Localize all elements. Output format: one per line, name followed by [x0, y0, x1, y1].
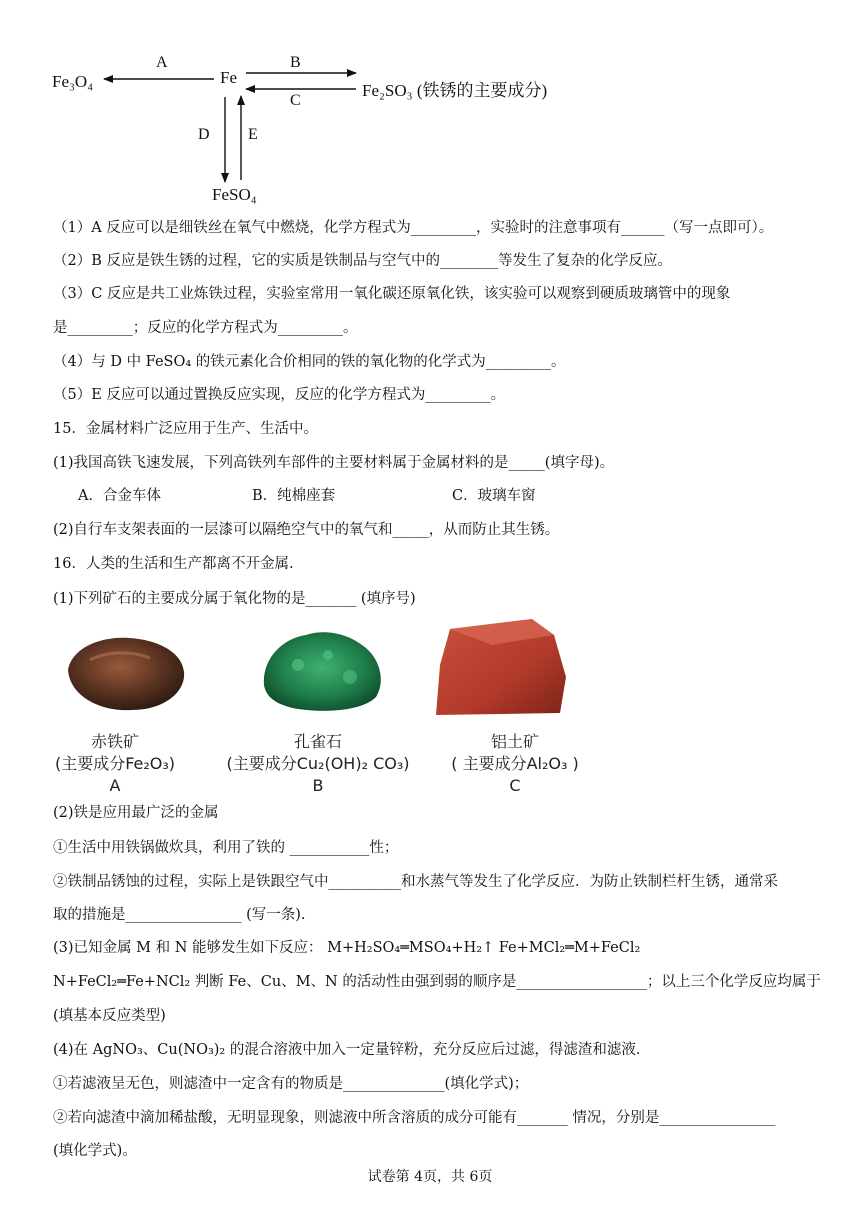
q16-part1: (1)下列矿石的主要成分属于氧化物的是_______ (填序号): [53, 591, 416, 607]
q16-part2-b-line2: 取的措施是________________ (写一条).: [53, 907, 306, 923]
mineral-c-caption: [440, 731, 590, 797]
q14-part1: （1）A 反应可以是细铁丝在氧气中燃烧，化学方程式为_________，实验时的注意事项有______（写一点即可）。: [53, 220, 774, 236]
malachite-image: [258, 625, 388, 715]
q16-part4-b-line2: (填化学式)。: [53, 1143, 137, 1159]
q16-part4-b-line1: ②若向滤渣中滴加稀盐酸，无明显现象，则滤液中所含溶质的成分可能有_______ 情况，分别是________________: [53, 1110, 776, 1126]
mineral-b-formula: (主要成分Cu₂(OH)₂ CO₃): [226, 754, 410, 773]
hematite-image: [60, 630, 190, 715]
mineral-b-letter: B: [312, 776, 324, 795]
reaction-arrows: [0, 0, 860, 210]
mineral-a-name: 赤铁矿: [90, 732, 139, 751]
q16-part2-a: ①生活中用铁锅做炊具，利用了铁的 ___________性；: [53, 840, 399, 856]
q16-part2-title: (2)铁是应用最广泛的金属: [53, 805, 219, 821]
arrow-label-d: D: [198, 126, 210, 143]
q15-option-b: B．纯棉座套: [252, 488, 336, 504]
q16-part4: (4)在 AgNO₃、Cu(NO₃)₂ 的混合溶液中加入一定量锌粉，充分反应后过滤，得滤渣和滤液．: [53, 1042, 651, 1058]
mineral-b-caption: [222, 731, 414, 797]
q14-part2: （2）B 反应是铁生锈的过程，它的实质是铁制品与空气中的________等发生了复杂的化学反应。: [53, 253, 672, 269]
arrow-label-e: E: [248, 126, 258, 143]
q14-part4: （4）与 D 中 FeSO₄ 的铁元素化合价相同的铁的氧化物的化学式为_________。: [53, 354, 566, 370]
q14-part5: （5）E 反应可以通过置换反应实现，反应的化学方程式为_________。: [53, 387, 506, 403]
arrow-label-c: C: [290, 92, 301, 109]
label-fe3o4: Fe₃O₄: [52, 72, 94, 91]
label-fe2so3: Fe₂SO₃ (铁锈的主要成分): [362, 81, 548, 100]
label-feso4: FeSO₄: [212, 185, 257, 204]
q14-part3-line1: （3）C 反应是共工业炼铁过程，实验室常用一氧化碳还原氧化铁，该实验可以观察到硬质玻璃管中的现象: [53, 286, 731, 302]
q15-option-c: C．玻璃车窗: [452, 488, 536, 504]
mineral-c-formula: ( 主要成分Al₂O₃ ): [451, 754, 579, 773]
q16-part3-line3: (填基本反应类型): [53, 1008, 166, 1024]
q16-part3-line2: N+FeCl₂═Fe+NCl₂ 判断 Fe、Cu、M、N 的活动性由强到弱的顺序是__________________；以上三个化学反应均属于: [53, 974, 821, 990]
q15-part1: (1)我国高铁飞速发展，下列高铁列车部件的主要材料属于金属材料的是_____(填字母)。: [53, 455, 615, 471]
page-footer: 试卷第 4页，共 6页: [367, 1169, 493, 1185]
mineral-a-caption: [50, 731, 180, 797]
arrow-label-a: A: [156, 54, 168, 71]
mineral-c-name: 铝土矿: [490, 732, 539, 751]
q15-title: 15．金属材料广泛应用于生产、生活中。: [53, 421, 318, 437]
q14-part3-line2: 是_________；反应的化学方程式为_________。: [53, 320, 358, 336]
mineral-b-name: 孔雀石: [293, 732, 342, 751]
bauxite-image: [432, 615, 570, 717]
q16-title: 16．人类的生活和生产都离不开金属.: [53, 556, 294, 572]
mineral-c-letter: C: [509, 776, 521, 795]
q16-part4-a: ①若滤液呈无色，则滤渣中一定含有的物质是______________(填化学式)；: [53, 1076, 529, 1092]
q15-part2: (2)自行车支架表面的一层漆可以隔绝空气中的氧气和_____，从而防止其生锈。: [53, 522, 560, 538]
arrow-label-b: B: [290, 54, 301, 71]
mineral-a-formula: (主要成分Fe₂O₃): [54, 754, 176, 773]
label-fe: Fe: [220, 68, 237, 87]
mineral-a-letter: A: [109, 776, 121, 795]
q16-part2-b-line1: ②铁制品锈蚀的过程，实际上是铁跟空气中__________和水蒸气等发生了化学反应．为防止铁制栏杆生锈，通常采: [53, 874, 778, 890]
q16-part3-line1: (3)已知金属 M 和 N 能够发生如下反应： M+H₂SO₄═MSO₄+H₂↑ Fe+MCl₂═M+FeCl₂: [53, 940, 641, 956]
q15-option-a: A．合金车体: [78, 488, 161, 504]
